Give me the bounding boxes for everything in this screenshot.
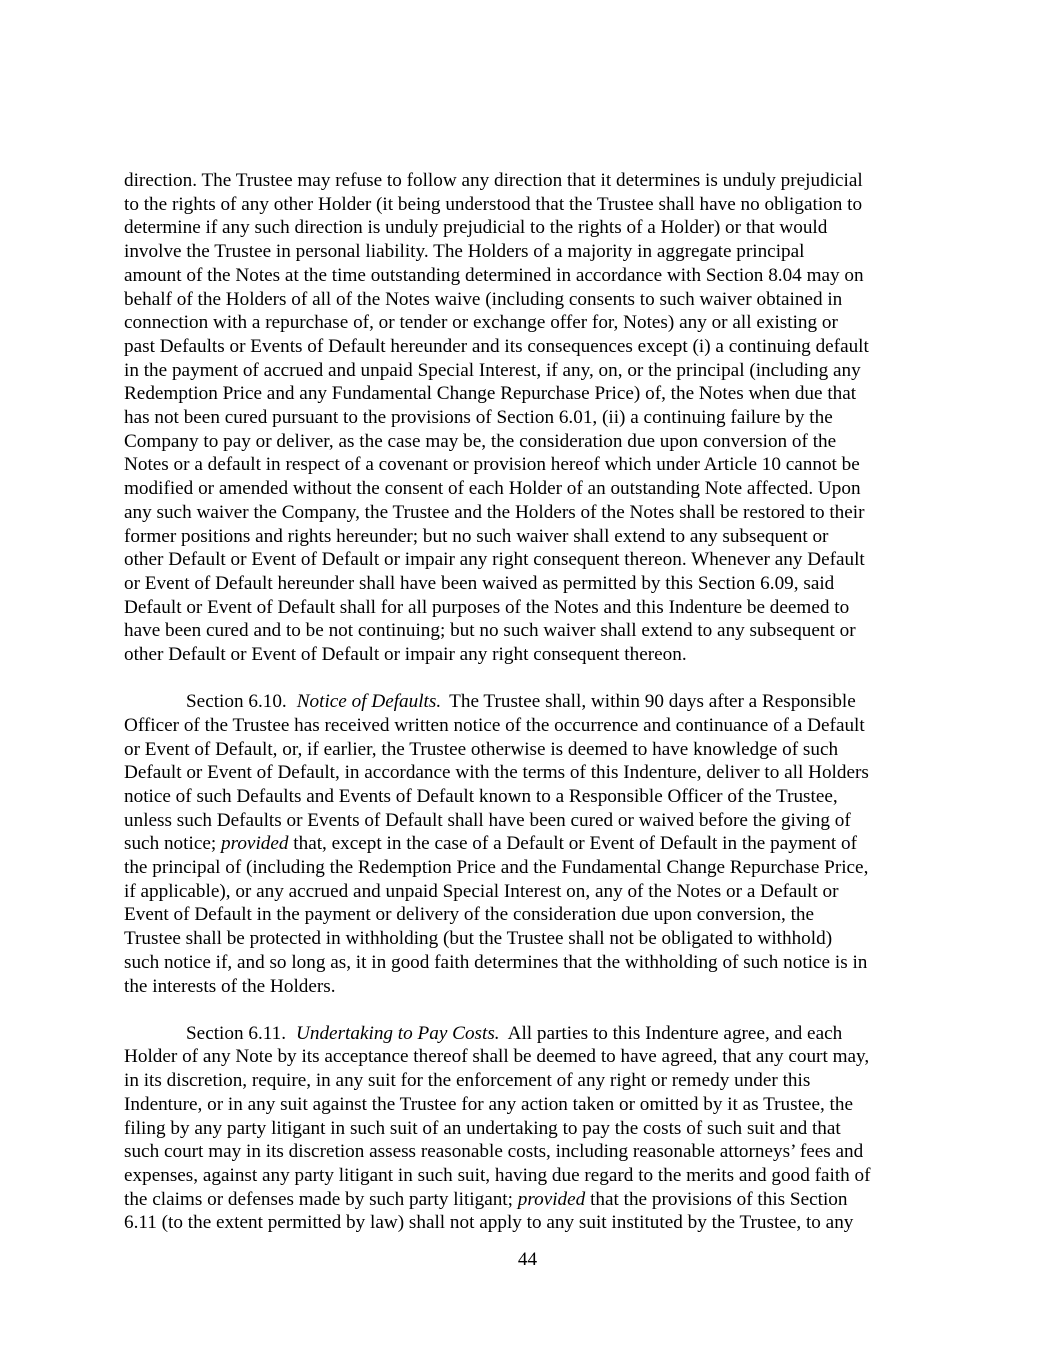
text-line: Officer of the Trustee has received written notice of the occurrence and continuance of a Default	[124, 714, 865, 736]
text-line	[124, 832, 936, 856]
text-line: the principal of (including the Redemption Price and the Fundamental Change Repurchase Price,	[124, 857, 869, 879]
text-line: Holder of any Note by its acceptance thereof shall be deemed to have agreed, that any court may,	[124, 1046, 870, 1068]
text-line: past Defaults or Events of Default hereunder and its consequences except (i) a continuing default	[124, 335, 869, 357]
paragraph-section-6-11	[124, 1022, 936, 1235]
text-line: Notes or a default in respect of a covenant or provision hereof which under Article 10 cannot be	[124, 454, 860, 476]
text-segment: All parties to this Indenture agree, and each	[507, 1022, 843, 1044]
italic-term: provided	[517, 1188, 586, 1210]
text-segment: such notice;	[124, 833, 221, 855]
text-line: direction. The Trustee may refuse to follow any direction that it determines is unduly prejudicial	[124, 170, 863, 191]
text-line: to the rights of any other Holder (it being understood that the Trustee shall have no obligation to	[124, 193, 863, 215]
text-line: unless such Defaults or Events of Default shall have been cured or waived before the giving of	[124, 809, 851, 831]
section-title: Undertaking to Pay Costs.	[296, 1022, 500, 1044]
paragraph-section-6-10	[124, 690, 936, 998]
text-line: Trustee shall be protected in withholding (but the Trustee shall not be obligated to withhold)	[124, 928, 833, 950]
text-line: modified or amended without the consent of each Holder of an outstanding Note affected. Upon	[124, 478, 861, 500]
text-line: determine if any such direction is unduly prejudicial to the rights of a Holder) or that would	[124, 217, 828, 239]
text-segment: that, except in the case of a Default or Event of Default in the payment of	[288, 833, 857, 855]
text-line: Company to pay or deliver, as the case may be, the consideration due upon conversion of the	[124, 430, 837, 452]
text-line	[124, 1188, 936, 1212]
text-line: connection with a repurchase of, or tender or exchange offer for, Notes) any or all existing or	[124, 312, 838, 334]
section-number: Section 6.11.	[186, 1022, 287, 1044]
document-page	[124, 169, 936, 1258]
text-line: former positions and rights hereunder; but no such waiver shall extend to any subsequent or	[124, 525, 829, 547]
section-first-line	[124, 1022, 936, 1046]
italic-term: provided	[220, 833, 289, 855]
text-line: the interests of the Holders.	[124, 975, 336, 997]
section-first-line	[124, 690, 936, 714]
text-line: has not been cured pursuant to the provisions of Section 6.01, (ii) a continuing failure by the	[124, 407, 833, 429]
text-line: or Event of Default, or, if earlier, the Trustee otherwise is deemed to have knowledge of such	[124, 738, 839, 760]
page-number: 44	[517, 1249, 538, 1270]
text-line: Indenture, or in any suit against the Trustee for any action taken or omitted by it as Trustee, the	[124, 1093, 853, 1115]
text-line: filing by any party litigant in such suit of an undertaking to pay the costs of such suit and that	[124, 1117, 841, 1139]
text-segment: that the provisions of this Section	[585, 1188, 848, 1210]
text-line: such court may in its discretion assess reasonable costs, including reasonable attorneys’ fees and	[124, 1141, 864, 1163]
text-line: other Default or Event of Default or impair any right consequent thereon. Whenever any Default	[124, 549, 865, 571]
text-line: have been cured and to be not continuing; but no such waiver shall extend to any subsequent or	[124, 620, 856, 642]
text-line: 6.11 (to the extent permitted by law) shall not apply to any suit instituted by the Trustee, to any	[124, 1212, 854, 1234]
text-line: in the payment of accrued and unpaid Special Interest, if any, on, or the principal (including any	[124, 359, 861, 381]
text-line: amount of the Notes at the time outstanding determined in accordance with Section 8.04 may on	[124, 264, 864, 286]
text-line: other Default or Event of Default or impair any right consequent thereon.	[124, 644, 687, 666]
text-line: Default or Event of Default, in accordance with the terms of this Indenture, deliver to all Holders	[124, 762, 869, 784]
text-line: involve the Trustee in personal liability. The Holders of a majority in aggregate principal	[124, 241, 805, 263]
text-line: Event of Default in the payment or delivery of the consideration due upon conversion, the	[124, 904, 815, 926]
text-line: any such waiver the Company, the Trustee and the Holders of the Notes shall be restored to their	[124, 501, 865, 523]
text-segment: the claims or defenses made by such party litigant;	[124, 1188, 518, 1210]
text-segment: The Trustee shall, within 90 days after a Responsible	[449, 691, 856, 713]
text-line: in its discretion, require, in any suit for the enforcement of any right or remedy under this	[124, 1070, 811, 1092]
text-line: notice of such Defaults and Events of Default known to a Responsible Officer of the Trustee,	[124, 785, 838, 807]
section-number: Section 6.10.	[186, 691, 287, 713]
text-line: if applicable), or any accrued and unpaid Special Interest on, any of the Notes or a Default or	[124, 880, 839, 902]
text-line: expenses, against any party litigant in such suit, having due regard to the merits and good faith of	[124, 1164, 871, 1186]
section-title: Notice of Defaults.	[296, 691, 442, 713]
text-line: Redemption Price and any Fundamental Change Repurchase Price) of, the Notes when due that	[124, 383, 857, 405]
text-line: or Event of Default hereunder shall have been waived as permitted by this Section 6.09, said	[124, 572, 835, 594]
text-line: Default or Event of Default shall for all purposes of the Notes and this Indenture be deemed to	[124, 596, 850, 618]
text-line: behalf of the Holders of all of the Notes waive (including consents to such waiver obtained in	[124, 288, 843, 310]
paragraph-section-6-09-continued	[124, 169, 936, 667]
text-line: such notice if, and so long as, it in good faith determines that the withholding of such notice is in	[124, 951, 868, 973]
